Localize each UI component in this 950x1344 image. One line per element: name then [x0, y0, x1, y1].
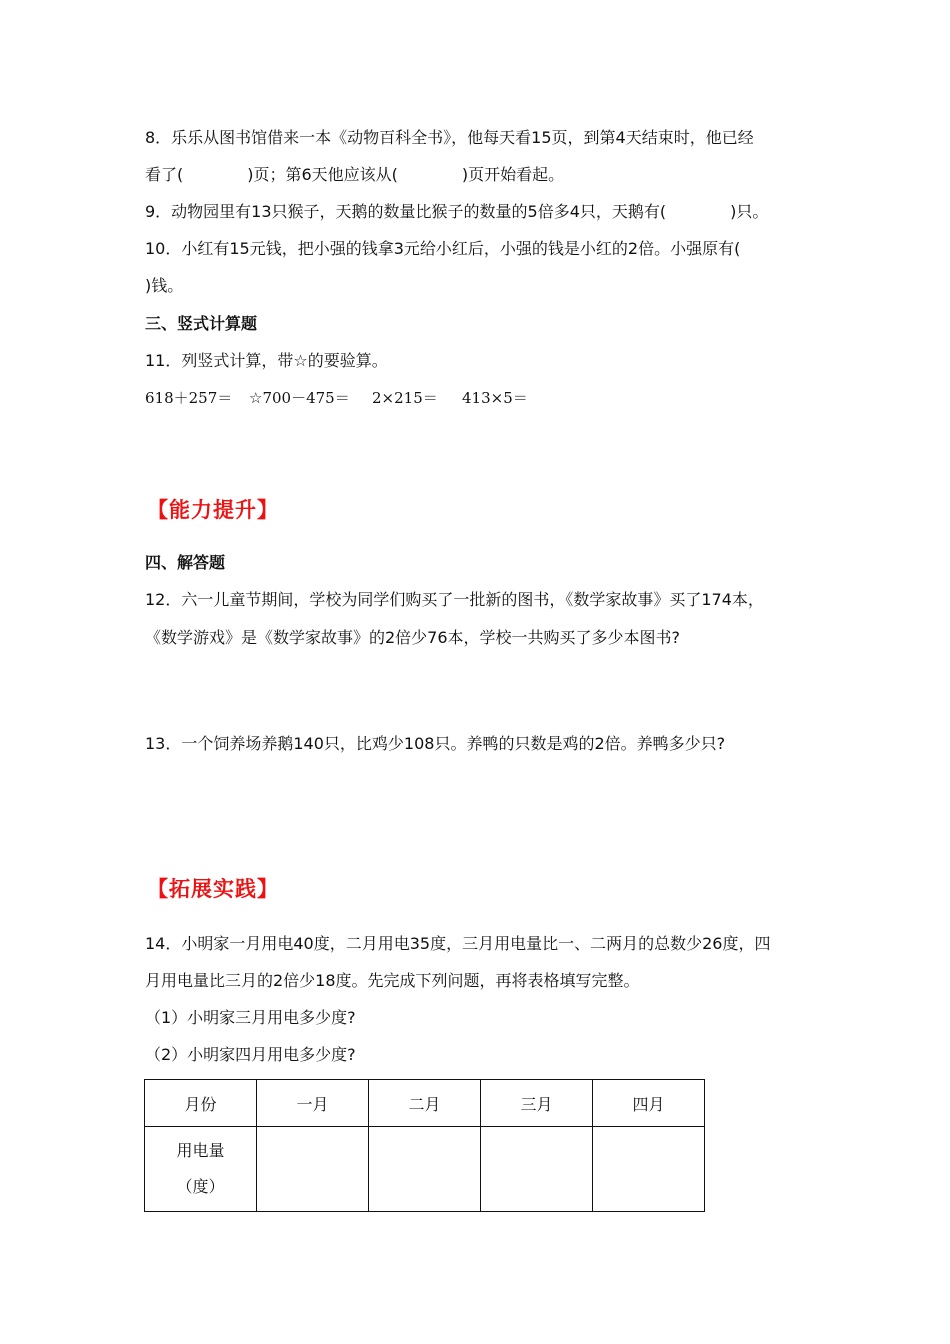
- table-header-row: [145, 1080, 705, 1127]
- row-label-usage: [145, 1127, 257, 1212]
- q8-text-b: )页；第6天他应该从(: [247, 165, 398, 184]
- question-10-line-1: 10．小红有15元钱，把小强的钱拿3元给小红后，小强的钱是小红的2倍。小强原有(: [145, 239, 741, 258]
- cell-march-usage[interactable]: [481, 1127, 593, 1212]
- q8-text-c: )页开始看起。: [461, 165, 565, 184]
- header-april: 四月: [593, 1080, 705, 1127]
- header-month: 月份: [145, 1080, 257, 1127]
- cell-february-usage[interactable]: [369, 1127, 481, 1212]
- table-row-usage: [145, 1127, 705, 1212]
- q8-text-a: 看了(: [145, 165, 184, 184]
- question-10-line-2: )钱。: [145, 276, 184, 295]
- row-label-line-1: 用电量: [176, 1141, 225, 1160]
- cell-april-usage[interactable]: [593, 1127, 705, 1212]
- question-8-line-2: [145, 163, 564, 187]
- question-8-line-1: 8．乐乐从图书馆借来一本《动物百科全书》，他每天看15页，到第4天结束时，他已经: [145, 128, 754, 147]
- q9-text-a: 9．动物园里有13只猴子，天鹅的数量比猴子的数量的5倍多4只，天鹅有(: [145, 202, 667, 221]
- section-3-title: 三、竖式计算题: [145, 314, 258, 333]
- cell-january-usage[interactable]: [257, 1127, 369, 1212]
- calc-item-4: 413×5＝: [462, 389, 528, 407]
- banner-extended-practice: 【拓展实践】: [147, 877, 279, 901]
- calc-item-2: ☆700－475＝: [249, 389, 350, 407]
- section-4-title: 四、解答题: [145, 553, 226, 572]
- header-february: 二月: [369, 1080, 481, 1127]
- question-11: 11．列竖式计算，带☆的要验算。: [145, 351, 388, 370]
- question-13: 13．一个饲养场养鹅140只，比鸡少108只。养鸭的只数是鸡的2倍。养鸭多少只?: [145, 734, 726, 753]
- calc-item-3: 2×215＝: [372, 389, 438, 407]
- row-label-line-2: （度）: [176, 1177, 225, 1196]
- banner-ability-improvement: 【能力提升】: [147, 498, 279, 522]
- electricity-usage-table: [144, 1079, 705, 1212]
- question-14-sub-2: （2）小明家四月用电多少度?: [145, 1045, 356, 1064]
- q9-text-b: )只。: [730, 202, 769, 221]
- header-march: 三月: [481, 1080, 593, 1127]
- question-12-line-1: 12．六一儿童节期间，学校为同学们购买了一批新的图书，《数学家故事》买了174本，: [145, 590, 764, 609]
- question-14-sub-1: （1）小明家三月用电多少度?: [145, 1008, 356, 1027]
- header-january: 一月: [257, 1080, 369, 1127]
- question-14-line-2: 月用电量比三月的2倍少18度。先完成下列问题，再将表格填写完整。: [145, 971, 640, 990]
- calc-item-1: 618＋257＝: [145, 389, 233, 407]
- question-9: [145, 200, 768, 224]
- question-14-line-1: 14．小明家一月用电40度，二月用电35度，三月用电量比一、二两月的总数少26度，四: [145, 934, 771, 953]
- question-12-line-2: 《数学游戏》是《数学家故事》的2倍少76本，学校一共购买了多少本图书?: [145, 628, 681, 647]
